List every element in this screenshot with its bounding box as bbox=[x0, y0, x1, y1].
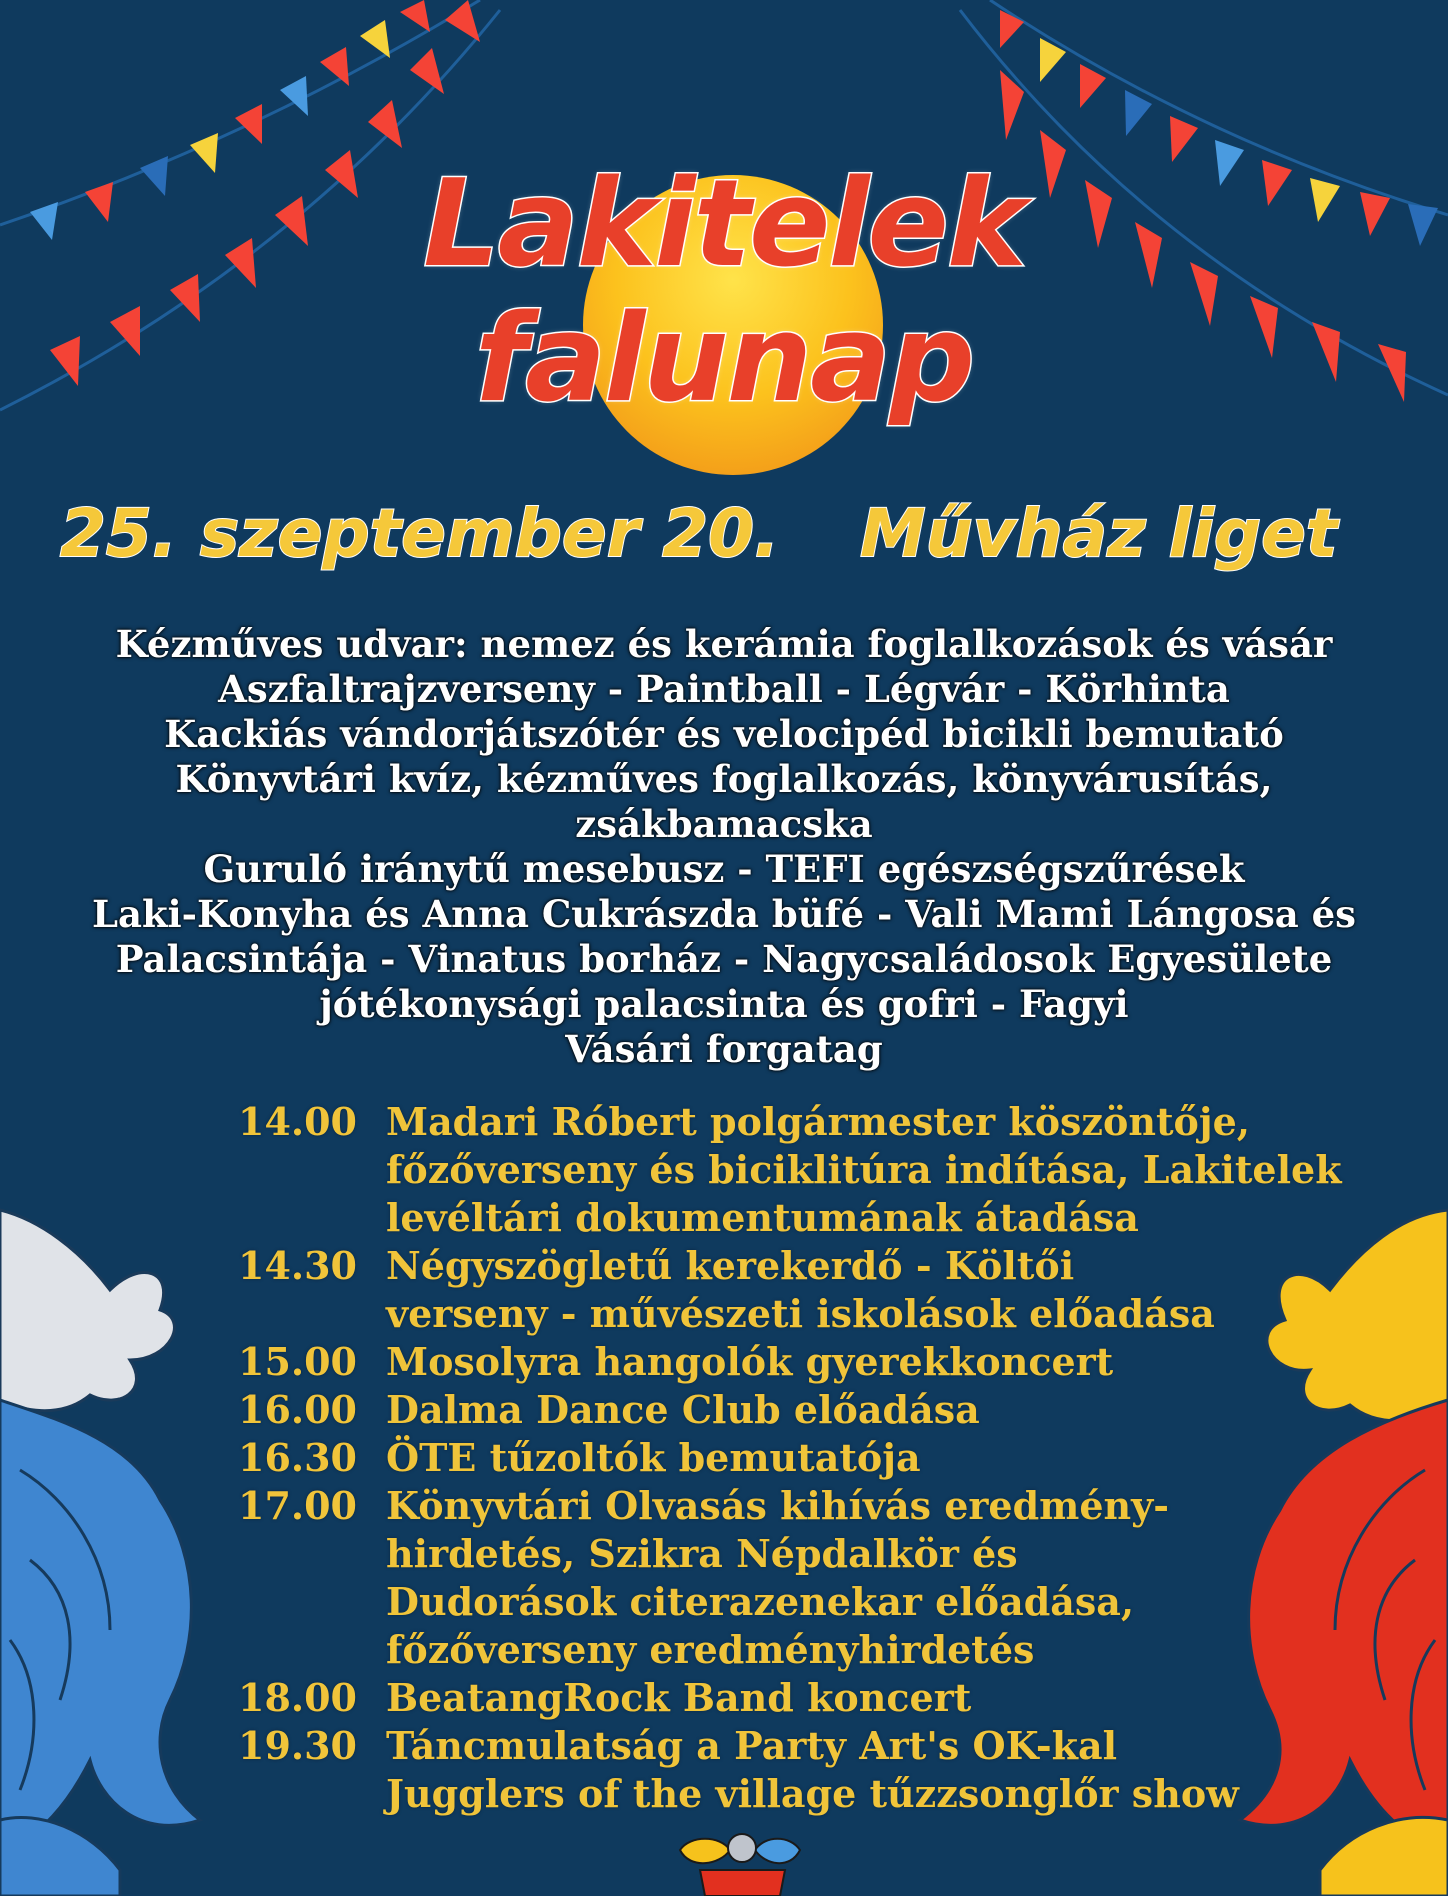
schedule-row bbox=[238, 1386, 1358, 1434]
schedule-line: főzőverseny és biciklitúra indítása, Lakitelek bbox=[386, 1147, 1342, 1192]
schedule-time: 16.00 bbox=[238, 1387, 357, 1432]
schedule-description bbox=[386, 1722, 1239, 1818]
schedule-line: levéltári dokumentumának átadása bbox=[386, 1195, 1139, 1240]
program-line: Laki-Konyha és Anna Cukrászda büfé - Vali Mami Lángosa és bbox=[92, 892, 1356, 936]
program-line: zsákbamacska bbox=[575, 802, 873, 846]
title-line-2: falunap bbox=[474, 290, 974, 429]
schedule-time: 16.30 bbox=[238, 1435, 357, 1480]
schedule-row bbox=[238, 1338, 1358, 1386]
schedule-line: BeatangRock Band koncert bbox=[386, 1675, 972, 1720]
schedule-line: Dudorások citerazenekar előadása, bbox=[386, 1579, 1135, 1624]
schedule-time: 14.30 bbox=[238, 1243, 357, 1288]
program-line: Aszfaltrajzverseny - Paintball - Légvár - Körhinta bbox=[218, 667, 1230, 711]
title-line-1: Lakitelek bbox=[423, 155, 1025, 294]
schedule-line: Jugglers of the village tűzzsonglőr show bbox=[386, 1771, 1239, 1816]
schedule-row bbox=[238, 1242, 1358, 1338]
program-line: Palacsintája - Vinatus borház - Nagycsaládosok Egyesülete bbox=[115, 937, 1333, 981]
schedule-row bbox=[238, 1098, 1358, 1242]
program-line: Guruló iránytű mesebusz - TEFI egészségszűrések bbox=[203, 847, 1245, 891]
schedule-time: 17.00 bbox=[238, 1483, 357, 1528]
schedule-description bbox=[386, 1482, 1169, 1674]
schedule-description bbox=[386, 1098, 1342, 1242]
program-line: Kézműves udvar: nemez és kerámia foglalkozások és vásár bbox=[115, 622, 1333, 666]
schedule-row bbox=[238, 1434, 1358, 1482]
program-list bbox=[60, 622, 1388, 1072]
schedule-description bbox=[386, 1338, 1113, 1386]
schedule-line: hirdetés, Szikra Népdalkör és bbox=[386, 1531, 1018, 1576]
schedule-description bbox=[386, 1242, 1215, 1338]
schedule-line: Dalma Dance Club előadása bbox=[386, 1387, 980, 1432]
schedule-row bbox=[238, 1674, 1358, 1722]
schedule-row bbox=[238, 1482, 1358, 1674]
schedule-time: 18.00 bbox=[238, 1675, 357, 1720]
program-line: Kackiás vándorjátszótér és velocipéd bicikli bemutató bbox=[164, 712, 1284, 756]
schedule-row bbox=[238, 1722, 1358, 1818]
program-line: jótékonysági palacsinta és gofri - Fagyi bbox=[319, 982, 1129, 1026]
schedule-line: Négyszögletű kerekerdő - Költői bbox=[386, 1243, 1075, 1288]
event-date: 25. szeptember 20. bbox=[60, 495, 780, 572]
schedule-list bbox=[238, 1098, 1358, 1818]
event-place: Művház liget bbox=[860, 495, 1338, 572]
program-line: Könyvtári kvíz, kézműves foglalkozás, könyvárusítás, bbox=[175, 757, 1273, 801]
schedule-description bbox=[386, 1674, 971, 1722]
schedule-description bbox=[386, 1434, 921, 1482]
schedule-line: főzőverseny eredményhirdetés bbox=[386, 1627, 1035, 1672]
schedule-time: 14.00 bbox=[238, 1099, 357, 1144]
schedule-line: Mosolyra hangolók gyerekkoncert bbox=[386, 1339, 1114, 1384]
schedule-line: Könyvtári Olvasás kihívás eredmény- bbox=[386, 1483, 1170, 1528]
schedule-description bbox=[386, 1386, 980, 1434]
schedule-line: ÖTE tűzoltók bemutatója bbox=[386, 1435, 921, 1480]
schedule-time: 15.00 bbox=[238, 1339, 357, 1384]
schedule-line: Táncmulatság a Party Art's OK-kal bbox=[386, 1723, 1118, 1768]
schedule-line: verseny - művészeti iskolások előadása bbox=[386, 1291, 1215, 1336]
schedule-line: Madari Róbert polgármester köszöntője, bbox=[386, 1099, 1251, 1144]
schedule-time: 19.30 bbox=[238, 1723, 357, 1768]
program-line: Vásári forgatag bbox=[565, 1027, 883, 1071]
